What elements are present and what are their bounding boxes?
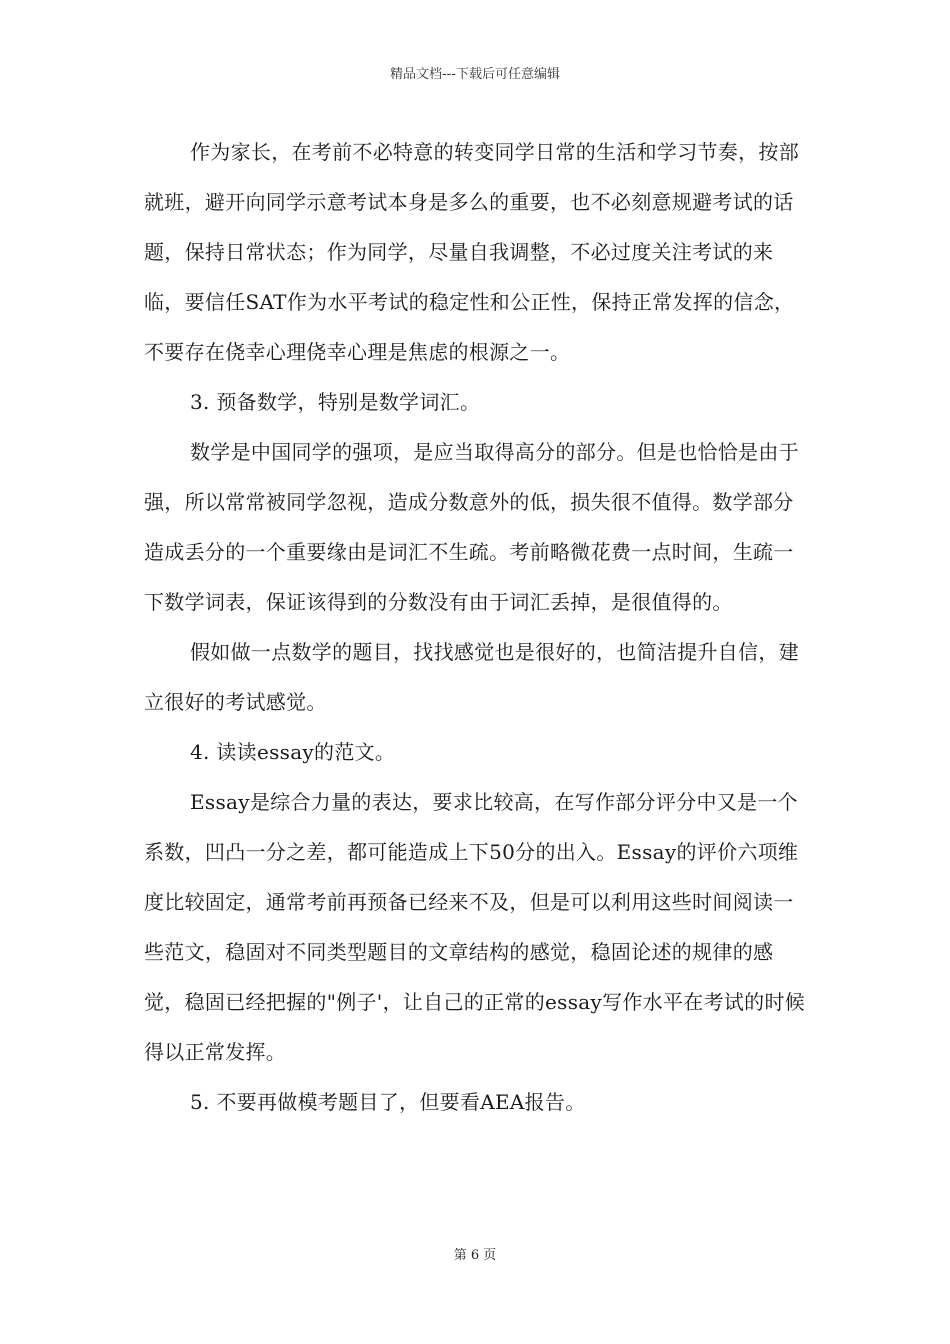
paragraph-parent-advice: 作为家长，在考前不必特意的转变同学日常的生活和学习节奏，按部就班，避开向同学示意考试本身是多么的重要，也不必刻意规避考试的话题，保持日常状态；作为同学，尽量自我调整，不必过度关注考试的来临，要信任SAT作为水平考试的稳定性和公正性，保持正常发挥的信念，不要存在侥幸心理侥幸心理是焦虑的根源之一。: [144, 140, 799, 364]
paragraph-math-practice: 假如做一点数学的题目，找找感觉也是很好的，也简洁提升自信，建立很好的考试感觉。: [144, 640, 799, 714]
page-header: 精品文档---下载后可任意编辑: [389, 67, 561, 82]
paragraph-essay: Essay是综合力量的表达，要求比较高，在写作部分评分中又是一个系数，凹凸一分之差，都可能造成上下50分的出入。Essay的评价六项维度比较固定，通常考前再预备已经来不及，但是可以利用这些时间阅读一些范文，稳固对不同类型题目的文章结构的感觉，稳固论述的规律的感觉，稳固已经把握的"例子'，让自己的正常的essay写作水平在考试的时候得以正常发挥。: [144, 790, 806, 1064]
heading-essay-reading: 4. 读读essay的范文。: [190, 740, 396, 764]
paragraph-math-strength: 数学是中国同学的强项，是应当取得高分的部分。但是也恰恰是由于强，所以常常被同学忽视，造成分数意外的低，损失很不值得。数学部分造成丢分的一个重要缘由是词汇不生疏。考前略微花费一点时间，生疏一下数学词表，保证该得到的分数没有由于词汇丢掉，是很值得的。: [144, 440, 799, 614]
page-number: 第 6 页: [453, 1248, 497, 1263]
heading-aea-report: 5. 不要再做模考题目了，但要看AEA报告。: [190, 1090, 586, 1114]
document-body: [144, 127, 812, 1127]
heading-math-prep: 3. 预备数学，特别是数学词汇。: [190, 390, 481, 414]
